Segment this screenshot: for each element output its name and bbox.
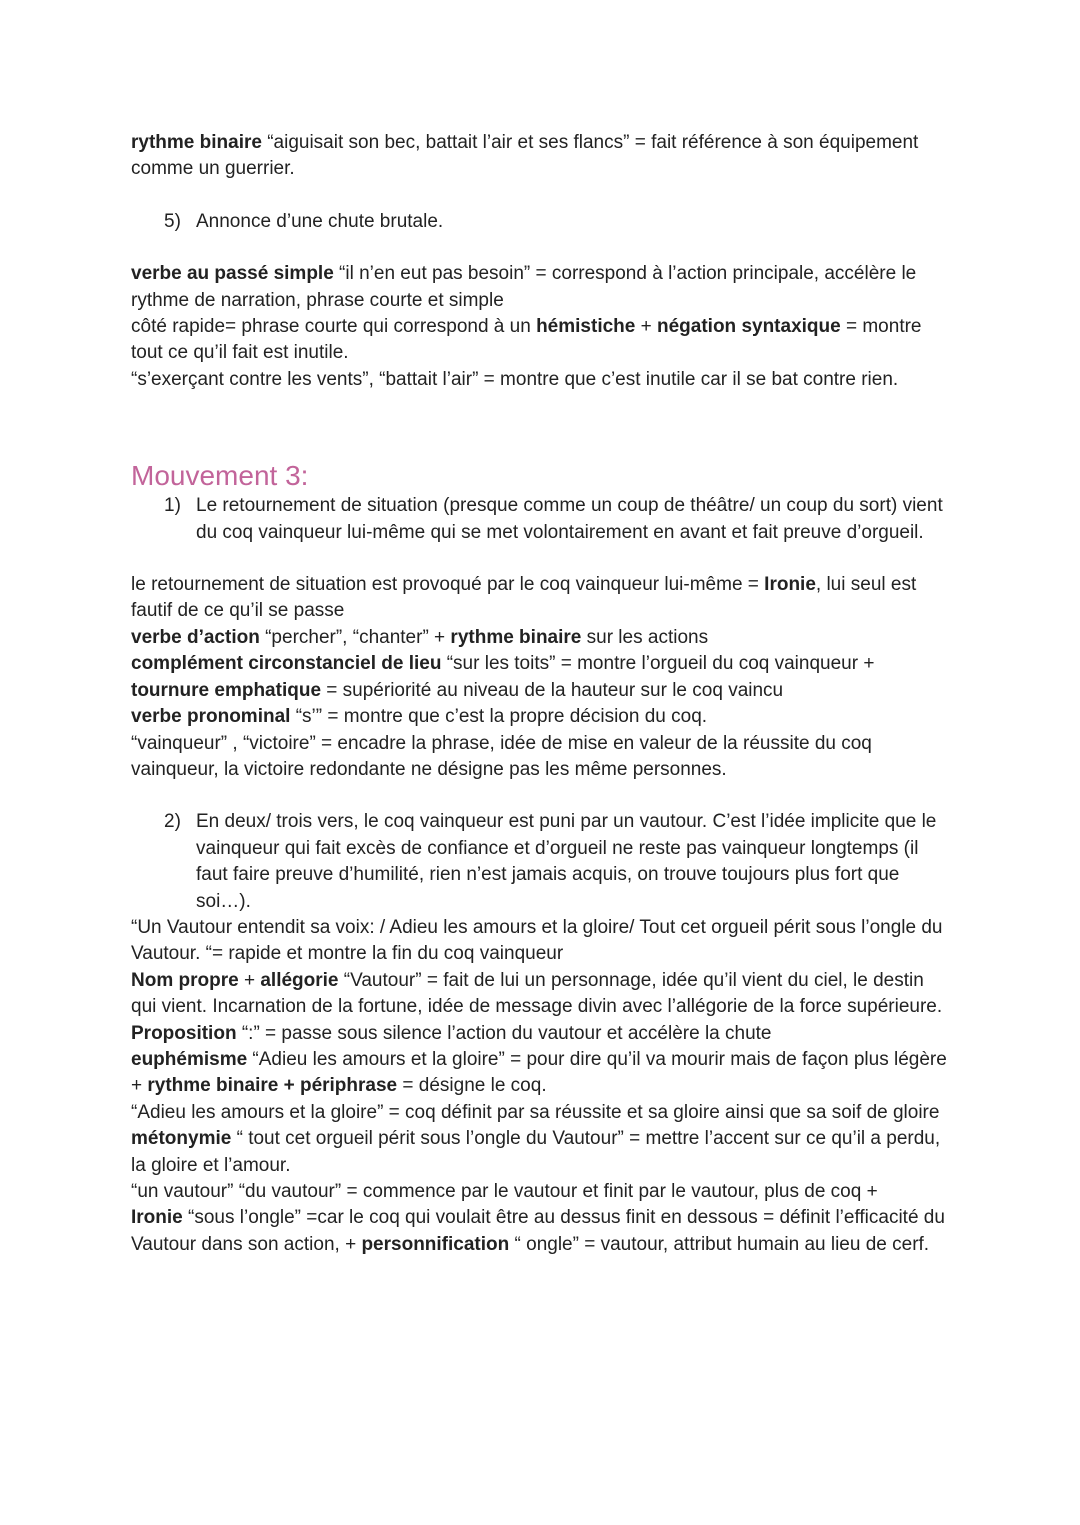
- paragraph: [131, 704, 951, 730]
- paragraph: [131, 572, 951, 625]
- text-run: , lui seul est fautif de ce qu’il se passe: [131, 574, 917, 622]
- paragraph: [131, 314, 951, 367]
- bold-term: personnification: [361, 1233, 510, 1255]
- text-run: “sous l’ongle” =car le coq qui voulait être au dessus finit en dessous = définit l’efficacité du Vautour dans son action, +: [131, 1207, 945, 1255]
- paragraph: [131, 1179, 951, 1205]
- text-run: “s’exerçant contre les vents”, “battait l’air” = montre que c’est inutile car il se bat contre rien.: [131, 368, 899, 390]
- paragraph: [131, 367, 951, 393]
- item-text: En deux/ trois vers, le coq vainqueur est puni par un vautour. C’est l’idée implicite que le vainqueur qui fait excès de confiance et d’orgueil ne reste pas vainqueur longtemps (il faut faire preuve d’humilité, rien n’est jamais acquis, on trouve toujours plus fort que soi…).: [196, 811, 937, 912]
- bold-term: verbe pronominal: [131, 706, 291, 728]
- text-run: “Un Vautour entendit sa voix: / Adieu les amours et la gloire/ Tout cet orgueil périt sous l’ongle du Vautour. “= rapide et montre la fin du coq vainqueur: [131, 916, 943, 965]
- bold-term: rythme binaire: [131, 132, 262, 153]
- bold-term: Ironie: [131, 1207, 183, 1229]
- bold-term: rythme binaire: [450, 626, 582, 648]
- paragraph: [131, 1047, 951, 1100]
- text-run: +: [238, 969, 261, 991]
- paragraph: [131, 651, 951, 677]
- paragraph: [131, 261, 951, 314]
- paragraph: [131, 731, 951, 784]
- bold-term: complément circonstanciel de lieu: [131, 653, 442, 675]
- text-run: = désigne le coq.: [397, 1075, 547, 1097]
- item-number: 2): [164, 811, 181, 833]
- item-text: Le retournement de situation (presque comme un coup de théâtre/ un coup du sort) vient du coq vainqueur lui-même qui se met volontairement en avant et fait preuve d’orgueil.: [196, 495, 943, 543]
- paragraph: [131, 1126, 951, 1179]
- paragraph: [131, 1100, 951, 1126]
- text-run: “Adieu les amours et la gloire” = pour dire qu’il va mourir mais de façon plus légère +: [131, 1048, 947, 1097]
- item-number: 1): [164, 495, 181, 517]
- text-run: “s’” = montre que c’est la propre décision du coq.: [290, 706, 708, 728]
- paragraph: [131, 678, 951, 704]
- paragraph: [131, 130, 951, 183]
- numbered-item-2: [164, 809, 951, 915]
- bold-term: euphémisme: [131, 1048, 248, 1070]
- text-run: “Adieu les amours et la gloire” = coq définit par sa réussite et sa gloire ainsi que sa soif de gloire: [131, 1101, 940, 1123]
- text-run: “vainqueur” , “victoire” = encadre la phrase, idée de mise en valeur de la réussite du coq vainqueur, la victoire redondante ne désigne pas les même personnes.: [131, 732, 872, 780]
- bold-term: rythme binaire + périphrase: [147, 1075, 398, 1097]
- text-run: le retournement de situation est provoqué par le coq vainqueur lui-même =: [131, 574, 765, 596]
- text-run: “un vautour” “du vautour” = commence par le vautour et finit par le vautour, plus de coq +: [131, 1181, 878, 1202]
- text-run: “sur les toits” = montre l’orgueil du coq vainqueur +: [441, 653, 875, 675]
- text-run: “percher”, “chanter” +: [259, 626, 451, 648]
- bold-term: hémistiche: [536, 316, 636, 338]
- text-run: “:” = passe sous silence l’action du vautour et accélère la chute: [236, 1022, 772, 1044]
- bold-term: Nom propre: [131, 969, 239, 991]
- bold-term: allégorie: [260, 969, 339, 991]
- paragraph: [131, 968, 951, 1021]
- text-run: sur les actions: [581, 626, 709, 648]
- text-run: = supériorité au niveau de la hauteur sur le coq vaincu: [321, 679, 784, 701]
- text-run: “il n’en eut pas besoin” = correspond à l’action principale, accélère le rythme de narration, phrase courte et simple: [131, 263, 917, 311]
- text-run: “aiguisait son bec, battait l’air et ses flancs” = fait référence à son équipement comme un guerrier.: [131, 132, 919, 180]
- item-number: 5): [164, 210, 181, 232]
- paragraph: [131, 625, 951, 651]
- text-run: = montre tout ce qu’il fait est inutile.: [131, 316, 922, 364]
- bold-term: verbe d’action: [131, 626, 260, 648]
- bold-term: Proposition: [131, 1022, 237, 1044]
- bold-term: Ironie: [764, 574, 816, 596]
- bold-term: tournure emphatique: [131, 679, 322, 701]
- text-run: +: [635, 316, 657, 338]
- bold-term: métonymie: [131, 1128, 232, 1150]
- text-run: “Vautour” = fait de lui un personnage, idée qu’il vient du ciel, le destin qui vient. Incarnation de la fortune, idée de message divin avec l’allégorie de la force supérieure.: [131, 969, 943, 1018]
- paragraph: [131, 1021, 951, 1047]
- paragraph: [131, 1205, 951, 1258]
- numbered-item-5: [164, 209, 951, 235]
- paragraph: [131, 915, 951, 968]
- section-heading: Mouvement 3:: [131, 460, 309, 492]
- document-body: [131, 130, 951, 1258]
- numbered-item-1: [164, 493, 951, 546]
- bold-term: verbe au passé simple: [131, 263, 334, 285]
- item-text: Annonce d’une chute brutale.: [196, 210, 444, 232]
- text-run: côté rapide= phrase courte qui correspond à un: [131, 316, 537, 338]
- text-run: “ tout cet orgueil périt sous l’ongle du Vautour” = mettre l’accent sur ce qu’il a perdu, la gloire et l’amour.: [131, 1128, 941, 1176]
- text-run: “ ongle” = vautour, attribut humain au lieu de cerf.: [509, 1233, 930, 1255]
- bold-term: négation syntaxique: [657, 316, 841, 338]
